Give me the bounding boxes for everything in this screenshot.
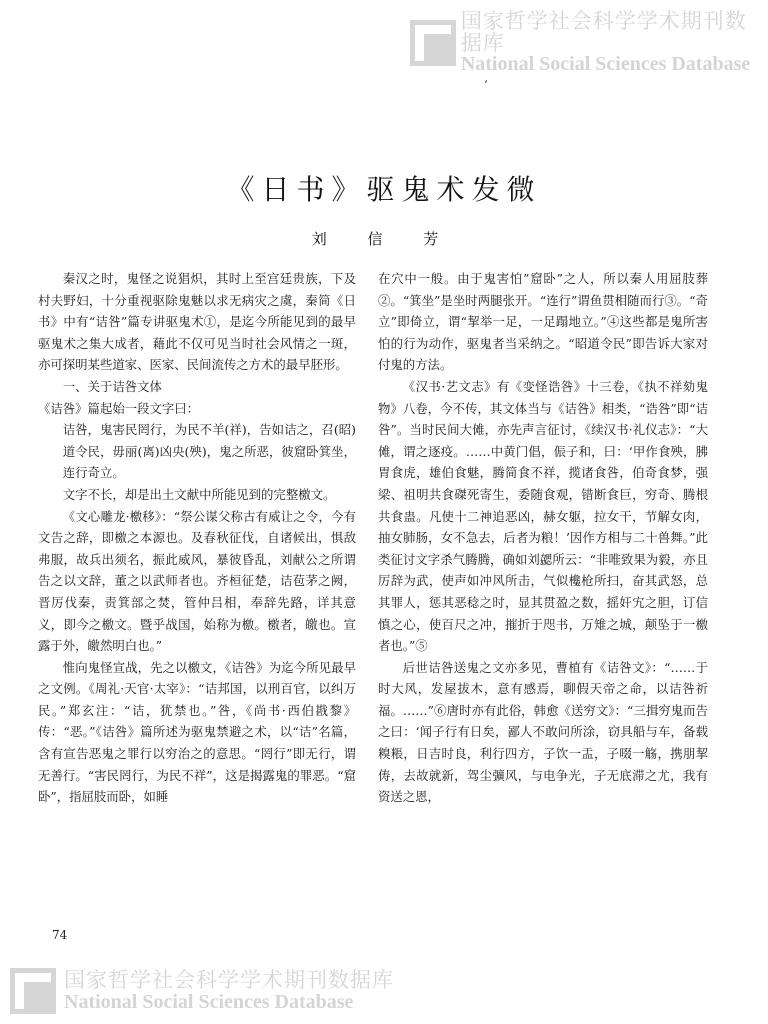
- watermark-cn: 国家哲学社会科学学术期刊数据库: [460, 9, 747, 56]
- paragraph: 后世诘咎送鬼之文亦多见，曹植有《诘咎文》：“……于时大风，发屋拔木，意有感焉，聊假天帝之命，以诘咎祈福。……”⑥唐时亦有此俗，韩愈《送穷文》：“三揖穷鬼而告之曰：‘闻子行有日矣，鄙人不敢问所涂，窃具船与车，备载糗粻，日吉时良，利行四方，子饮一盂，子啜一觞，携朋挈俦，去故就新，驾尘彍风，与电争光，子无底滞之尤，我有资送之恩，: [378, 659, 708, 805]
- watermark-top: [410, 10, 768, 75]
- paragraph: 在穴中一般。由于鬼害怕”窟卧”之人，所以秦人用屈肢葬②。“箕坐”是坐时两腿张开。“连行”谓鱼贯相随而行③。“奇立”即倚立，谓“挈举一足，一足蹋地立。”④这些都是鬼所害怕的行为动作，驱鬼者当采纳之。“昭道令民”即告诉大家对付鬼的方法。: [378, 271, 708, 373]
- watermark-en: National Social Sciences Database: [460, 53, 751, 76]
- right-column: [378, 268, 708, 808]
- database-logo-icon: [10, 968, 56, 1014]
- paragraph: 一、关于诘咎文体: [62, 378, 162, 394]
- paragraph: 诘咎，鬼害民罔行，为民不羊(祥)，告如诘之，召(昭)道令民，毋丽(离)凶央(殃)，鬼之所恶，彼窟卧箕坐，连行奇立。: [62, 422, 356, 481]
- left-column: [38, 268, 356, 808]
- paragraph: 秦汉之时，鬼怪之说猖炽，其时上至宫廷贵族，下及村夫野妇，十分重视驱除鬼魅以求无病灾之虞，秦简《日书》中有“诘咎”篇专讲驱鬼术①，是迄今所能见到的最早驱鬼术之集大成者，藉此不仅可见当时社会风情之一斑，亦可探明某些道家、医家、民间流传之方术的最早胚形。: [38, 271, 356, 373]
- database-logo-icon: [410, 20, 453, 66]
- paragraph: 惟向鬼怪宣战，先之以檄文，《诘咎》为迄今所见最早之文例。《周礼·天官·太宰》：“诘邦国，以刑百官，以纠万民。”郑玄注：“诘，犹禁也。”咎，《尚书·西伯戡黎》传：“恶。”《诘咎》篇所述为驱鬼禁避之术，以“诘”名篇，含有宣告恶鬼之罪行以穷治之的意思。“罔行”即无行，谓无善行。“害民罔行，为民不祥”，这是揭露鬼的罪恶。“窟卧”，指屈肢而卧，如睡: [38, 659, 356, 805]
- paragraph: 文字不长，却是出土文献中所能见到的完整檄文。: [62, 486, 336, 502]
- watermark-en: National Social Sciences Database: [64, 990, 354, 1013]
- paragraph: 《文心雕龙·檄移》：“祭公谋父称古有威让之令，今有文告之辞，即檄之本源也。及春秋征伐，自诸候出，惧敌弗服，故兵出须名，振此威风，暴彼昏乱，刘献公之所谓告之以文辞，董之以武师者也。齐桓征楚，诘苞茅之阙，晋厉伐秦，责箕部之焚，管仲吕相，奉辞先路，详其意义，即今之檄文。暨乎战国，始称为檄。檄者，皦也。宣露于外，皦然明白也。”: [38, 508, 356, 654]
- article-title: 《日书》驱鬼术发微: [226, 173, 542, 206]
- watermark-cn: 国家哲学社会科学学术期刊数据库: [64, 968, 394, 993]
- paragraph: 《诘咎》篇起始一段文字曰：: [38, 400, 200, 416]
- watermark-bottom: [10, 968, 394, 1014]
- article-author: 刘 信 芳: [311, 230, 457, 248]
- stray-mark: ‘: [484, 78, 488, 92]
- page-number: 74: [52, 928, 68, 942]
- paragraph: 《汉书·艺文志》有《变怪诰咎》十三卷，《执不祥劾鬼物》八卷，今不传，其文体当与《诘咎》相类，“诰咎”即“诘咎”。当时民间大傩，亦先声言征讨，《续汉书·礼仪志》：“大傩，谓之逐疫。……中黄门倡，侲子和，曰：‘甲作食殃，胇胃食虎，雄伯食魅，腾简食不祥，揽诸食咎，伯奇食梦，强梁、祖明共食磔死寄生，委随食观，错断食巨，穷奇、腾根共食蛊。凡使十二神追恶凶，赫女躯，拉女干，节解女肉，抽女肺肠，女不急去，后者为粮！’因作方相与二十兽舞。”此类征讨文字杀气腾腾，确如刘勰所云：“非唯致果为毅，亦且厉辞为武，使声如冲风所击，气似欃枪所扫，奋其武怒，总其罪人，惩其恶稔之时，显其贯盈之数，摇奸宄之胆，订信慎之心，使百尺之冲，摧折于咫书，万雉之城，颠坠于一檄者也。”⑤: [378, 378, 708, 654]
